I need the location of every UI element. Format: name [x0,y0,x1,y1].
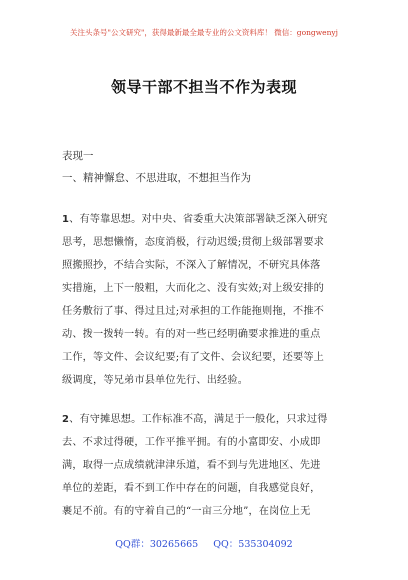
paragraph-2-line-4: 单位的差距，看不到工作中存在的问题，自我感觉良好， [62,483,321,494]
section-label: 表现一 [62,150,94,162]
paragraph-2-line-2: 去、不求过得硬，工作平推平拥。有的小富即安、小成即 [62,437,321,448]
paragraph-text: 、有等靠思想。对中央、省委重大决策部署缺乏深入研究 [69,214,328,225]
footer-qq: QQ：535304092 [213,539,293,550]
paragraph-2-line-3: 满，取得一点成绩就津津乐道，看不到与先进地区、先进 [62,460,321,471]
paragraph-1-line-2: 思考，思想懒惰，态度消极，行动迟缓;贯彻上级部署要求 [62,237,325,248]
paragraph-2-line-1 [62,410,352,425]
paragraph-1-line-8: 级调度，等兄弟市县单位先行、出经验。 [62,375,249,386]
paragraph-1-line-5: 任务敷衍了事、得过且过;对承担的工作能拖则拖，不推不 [62,306,325,317]
subsection-heading: 一、精神懈怠、不思进取，不想担当作为 [62,172,251,184]
paragraph-2-line-5: 裹足不前。有的守着自己的“一亩三分地”，在岗位上无 [62,506,311,517]
document-title: 领导干部不担当不作为表现 [110,78,297,96]
paragraph-1-line-1 [62,210,352,225]
paragraph-1-line-3: 照搬照抄，不结合实际，不深入了解情况，不研究具体落 [62,260,321,271]
paragraph-text: 、有守摊思想。工作标准不高，满足于一般化，只求过得 [69,414,328,425]
paragraph-1-line-7: 工作，等文件、会议纪要;有了文件、会议纪要，还要等上 [62,352,325,363]
paragraph-number: 2 [62,414,70,425]
paragraph-1-line-4: 实措施，上下一般粗，大而化之、没有实效;对上级安排的 [62,283,325,294]
paragraph-number: 1 [62,214,70,225]
footer-contact [0,536,408,550]
paragraph-1-line-6: 动、拨一拨转一转。有的对一些已经明确要求推进的重点 [62,329,321,340]
header-banner: 关注头条号"公文研究"，获得最新最全最专业的公文资料库！ 微信：gongwenyj [70,28,338,37]
footer-qq-group: QQ群：30265665 [115,539,199,550]
